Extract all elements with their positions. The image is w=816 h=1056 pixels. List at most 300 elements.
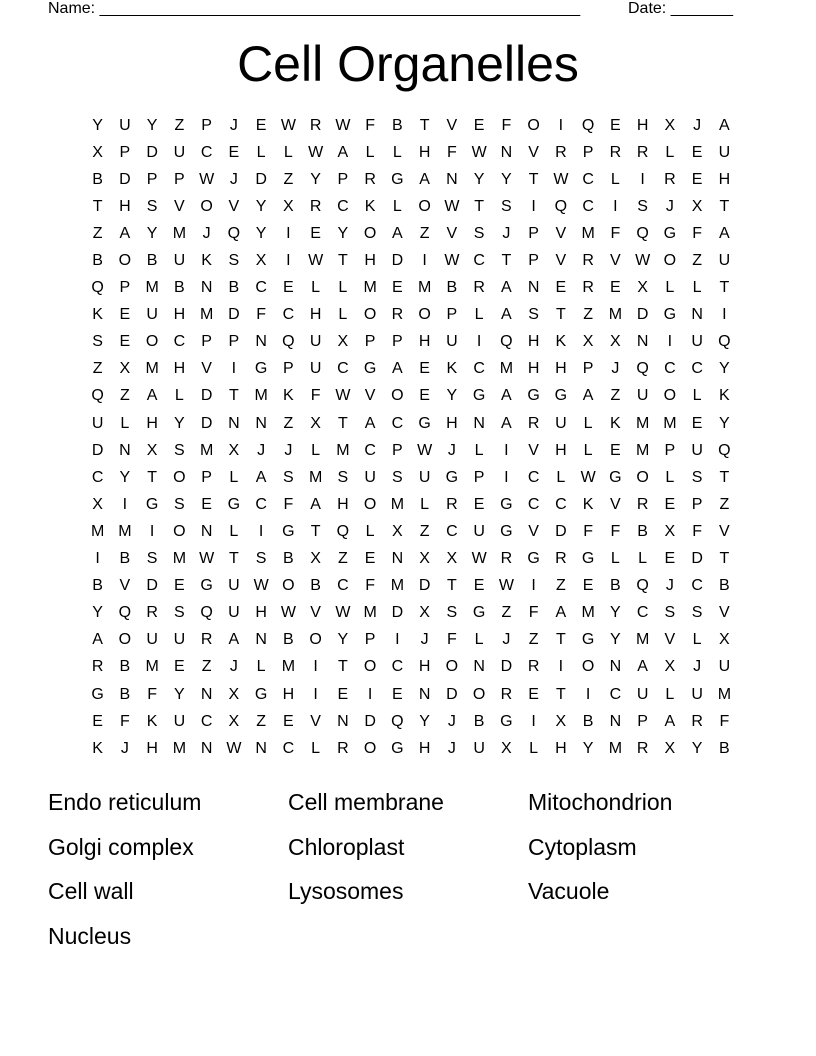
grid-letter: M: [581, 224, 595, 242]
word-list-item: Chloroplast: [288, 833, 405, 860]
grid-letter: L: [392, 143, 402, 161]
grid-letter: M: [90, 522, 105, 540]
grid-letter: X: [637, 279, 648, 297]
grid-letter: F: [119, 712, 130, 730]
grid-letter: A: [392, 360, 403, 378]
grid-letter: M: [608, 739, 623, 757]
grid-letter: I: [531, 577, 536, 595]
grid-letter: P: [283, 360, 294, 378]
grid-letter: C: [609, 685, 622, 703]
grid-row: [84, 275, 738, 302]
grid-letter: G: [363, 360, 377, 378]
grid-letter: I: [286, 224, 291, 242]
grid-row: [84, 708, 738, 735]
word-list-item: Cell membrane: [288, 789, 444, 815]
grid-letter: Y: [610, 604, 621, 622]
grid-letter: E: [228, 143, 240, 161]
grid-letter: T: [228, 550, 239, 568]
grid-letter: Z: [256, 712, 267, 730]
grid-letter: K: [446, 360, 458, 378]
grid-letter: A: [719, 224, 730, 242]
grid-letter: N: [200, 685, 213, 703]
grid-letter: L: [692, 631, 702, 649]
grid-letter: O: [118, 252, 132, 270]
grid-letter: L: [583, 441, 593, 459]
grid-letter: W: [580, 468, 596, 486]
grid-letter: T: [419, 116, 430, 134]
grid-letter: E: [419, 360, 430, 378]
grid-letter: Y: [92, 116, 103, 134]
grid-letter: U: [555, 414, 567, 432]
grid-letter: M: [172, 739, 187, 757]
grid-letter: M: [635, 631, 650, 649]
grid-letter: G: [500, 522, 513, 540]
grid-letter: C: [173, 333, 186, 351]
grid-letter: H: [337, 495, 349, 513]
word-list-item: Nucleus: [48, 922, 132, 949]
grid-letter: W: [335, 387, 351, 405]
grid-letter: C: [91, 468, 104, 486]
grid-letter: E: [610, 116, 621, 134]
grid-letter: F: [310, 387, 321, 405]
grid-letter: R: [146, 604, 158, 622]
grid-letter: X: [664, 116, 676, 134]
grid-letter: P: [146, 170, 158, 188]
grid-letter: M: [363, 279, 377, 297]
grid-letter: G: [609, 468, 622, 486]
grid-letter: X: [146, 441, 158, 459]
grid-letter: A: [419, 170, 430, 188]
grid-letter: L: [420, 495, 430, 513]
grid-letter: V: [610, 495, 621, 513]
grid-letter: T: [719, 279, 730, 297]
grid-letter: G: [145, 495, 159, 513]
grid-letter: L: [583, 414, 593, 432]
grid-letter: U: [718, 143, 731, 161]
grid-letter: B: [610, 577, 621, 595]
grid-letter: B: [228, 279, 240, 297]
grid-letter: D: [691, 550, 703, 568]
grid-row: [84, 600, 738, 627]
grid-letter: C: [555, 495, 567, 513]
grid-letter: Y: [310, 170, 321, 188]
grid-letter: X: [337, 333, 349, 351]
grid-letter: A: [719, 116, 730, 134]
grid-letter: H: [282, 685, 295, 703]
grid-letter: K: [364, 197, 376, 215]
grid-letter: O: [663, 387, 677, 405]
grid-letter: H: [146, 739, 158, 757]
grid-letter: L: [529, 739, 539, 757]
grid-letter: X: [228, 441, 240, 459]
grid-letter: B: [174, 279, 185, 297]
grid-letter: S: [255, 550, 267, 568]
grid-letter: E: [283, 279, 294, 297]
grid-letter: G: [500, 712, 513, 730]
grid-letter: X: [446, 550, 458, 568]
grid-letter: E: [283, 712, 294, 730]
grid-letter: H: [718, 170, 731, 188]
grid-letter: L: [256, 143, 266, 161]
grid-letter: G: [527, 387, 540, 405]
grid-letter: D: [446, 685, 458, 703]
grid-letter: U: [309, 333, 322, 351]
grid-letter: S: [228, 252, 240, 270]
grid-letter: M: [118, 522, 132, 540]
grid-letter: X: [92, 495, 103, 513]
grid-letter: Q: [391, 712, 404, 730]
grid-letter: U: [173, 712, 186, 730]
grid-letter: M: [581, 604, 595, 622]
grid-letter: I: [258, 522, 264, 540]
grid-letter: Q: [718, 441, 731, 459]
grid-letter: C: [582, 197, 594, 215]
grid-letter: H: [527, 360, 540, 378]
grid-letter: V: [528, 441, 539, 459]
grid-letter: V: [310, 604, 321, 622]
grid-letter: T: [228, 387, 239, 405]
grid-letter: N: [200, 279, 213, 297]
grid-letter: D: [200, 387, 213, 405]
grid-letter: E: [119, 333, 131, 351]
grid-letter: C: [582, 170, 594, 188]
grid-letter: O: [309, 631, 322, 649]
grid-letter: V: [446, 224, 458, 242]
grid-letter: G: [282, 522, 295, 540]
grid-letter: H: [173, 360, 186, 378]
grid-letter: H: [418, 739, 431, 757]
grid-letter: W: [308, 252, 324, 270]
grid-letter: G: [663, 306, 677, 324]
grid-letter: E: [664, 495, 676, 513]
grid-letter: X: [228, 685, 240, 703]
grid-letter: J: [229, 116, 238, 134]
grid-row: [84, 464, 738, 491]
grid-row: [84, 681, 738, 708]
grid-letter: L: [229, 522, 239, 540]
grid-letter: N: [255, 333, 267, 351]
grid-letter: P: [201, 116, 212, 134]
grid-letter: K: [610, 414, 621, 432]
grid-letter: Y: [174, 414, 185, 432]
grid-letter: V: [310, 712, 321, 730]
grid-letter: I: [722, 306, 727, 324]
grid-row: [84, 302, 738, 329]
grid-letter: N: [691, 306, 703, 324]
grid-letter: T: [528, 170, 539, 188]
grid-letter: H: [364, 252, 376, 270]
grid-letter: Y: [719, 414, 730, 432]
grid-letter: A: [664, 712, 676, 730]
grid-letter: Z: [337, 550, 348, 568]
word-list-item: Cell wall: [48, 878, 134, 904]
grid-letter: C: [473, 252, 485, 270]
grid-letter: O: [118, 631, 132, 649]
grid-letter: D: [391, 252, 404, 270]
grid-letter: J: [120, 739, 129, 757]
name-field[interactable]: Name: ______________________________________________________: [48, 0, 581, 17]
grid-letter: Y: [501, 170, 512, 188]
grid-letter: E: [201, 495, 212, 513]
grid-letter: J: [420, 631, 429, 649]
grid-letter: R: [527, 414, 540, 432]
grid-letter: U: [473, 522, 485, 540]
grid-letter: O: [363, 495, 377, 513]
grid-letter: M: [199, 306, 214, 324]
grid-letter: A: [501, 279, 512, 297]
date-field[interactable]: Date: _______: [628, 0, 733, 17]
grid-letter: J: [611, 360, 620, 378]
grid-letter: R: [200, 631, 213, 649]
grid-letter: F: [365, 577, 376, 595]
grid-letter: Q: [282, 333, 295, 351]
grid-letter: D: [555, 522, 567, 540]
grid-letter: E: [92, 712, 103, 730]
grid-row: [84, 546, 738, 573]
grid-letter: E: [174, 577, 185, 595]
grid-letter: P: [228, 333, 240, 351]
grid-letter: Y: [419, 712, 430, 730]
grid-letter: V: [201, 360, 212, 378]
grid-letter: T: [337, 252, 348, 270]
grid-letter: Z: [92, 360, 103, 378]
grid-letter: B: [719, 577, 730, 595]
grid-letter: B: [283, 550, 294, 568]
grid-letter: O: [173, 468, 186, 486]
grid-letter: X: [92, 143, 103, 161]
grid-letter: D: [146, 143, 158, 161]
grid-letter: P: [582, 360, 594, 378]
grid-row: [84, 166, 738, 193]
grid-letter: C: [473, 360, 485, 378]
grid-letter: E: [473, 116, 485, 134]
grid-letter: S: [664, 604, 676, 622]
grid-letter: X: [664, 522, 676, 540]
grid-letter: Q: [118, 604, 132, 622]
grid-letter: H: [255, 604, 267, 622]
grid-letter: X: [582, 333, 594, 351]
grid-letter: S: [337, 468, 349, 486]
grid-letter: D: [119, 170, 131, 188]
grid-letter: E: [473, 577, 485, 595]
grid-letter: S: [446, 604, 458, 622]
grid-letter: M: [417, 279, 432, 297]
grid-letter: D: [636, 306, 649, 324]
grid-letter: L: [665, 143, 675, 161]
grid-letter: W: [635, 252, 651, 270]
grid-row: [84, 112, 738, 139]
grid-letter: M: [199, 441, 214, 459]
grid-letter: X: [664, 739, 676, 757]
grid-letter: A: [255, 468, 267, 486]
grid-letter: V: [664, 631, 676, 649]
grid-letter: G: [445, 468, 459, 486]
grid-letter: F: [692, 224, 703, 242]
grid-letter: W: [471, 550, 487, 568]
word-list: [48, 780, 768, 958]
grid-letter: G: [227, 495, 241, 513]
grid-row: [84, 220, 738, 247]
grid-letter: V: [528, 143, 539, 161]
grid-letter: L: [229, 468, 239, 486]
grid-letter: W: [335, 116, 351, 134]
grid-letter: N: [228, 414, 240, 432]
grid-letter: H: [555, 739, 567, 757]
grid-letter: S: [691, 468, 703, 486]
grid-letter: K: [146, 712, 158, 730]
grid-letter: R: [391, 306, 404, 324]
grid-row: [84, 573, 738, 600]
grid-letter: U: [309, 360, 322, 378]
grid-letter: Q: [718, 333, 731, 351]
grid-letter: O: [418, 197, 431, 215]
grid-letter: U: [691, 333, 703, 351]
grid-letter: U: [119, 116, 131, 134]
grid-letter: A: [501, 387, 512, 405]
grid-row: [84, 356, 738, 383]
grid-letter: O: [173, 522, 186, 540]
grid-row: [84, 654, 738, 681]
grid-letter: U: [418, 468, 431, 486]
grid-row: [84, 247, 738, 274]
grid-letter: X: [228, 712, 240, 730]
grid-letter: B: [119, 685, 131, 703]
grid-letter: R: [555, 550, 567, 568]
grid-letter: D: [228, 306, 240, 324]
grid-letter: I: [395, 631, 400, 649]
grid-letter: O: [282, 577, 295, 595]
grid-letter: Y: [92, 604, 103, 622]
grid-letter: L: [311, 441, 321, 459]
grid-letter: D: [200, 414, 213, 432]
grid-letter: B: [283, 631, 294, 649]
grid-letter: D: [391, 604, 404, 622]
grid-letter: C: [446, 522, 458, 540]
grid-letter: N: [527, 279, 540, 297]
grid-row: [84, 193, 738, 220]
grid-letter: P: [528, 224, 539, 242]
grid-letter: I: [122, 495, 128, 513]
grid-letter: Z: [283, 170, 294, 188]
grid-letter: Z: [528, 631, 539, 649]
grid-letter: G: [500, 495, 513, 513]
grid-letter: G: [581, 550, 595, 568]
grid-letter: P: [364, 631, 376, 649]
grid-letter: H: [309, 306, 322, 324]
grid-letter: Z: [692, 252, 703, 270]
grid-letter: L: [474, 441, 484, 459]
grid-letter: L: [692, 387, 702, 405]
grid-letter: S: [283, 468, 294, 486]
grid-letter: Z: [419, 522, 430, 540]
header-fields: [48, 0, 733, 18]
grid-letter: I: [231, 360, 237, 378]
grid-letter: Y: [719, 360, 730, 378]
grid-letter: G: [663, 224, 677, 242]
grid-letter: N: [473, 658, 485, 676]
grid-letter: J: [202, 224, 211, 242]
grid-letter: W: [226, 739, 242, 757]
word-list-item: Lysosomes: [288, 878, 404, 904]
grid-letter: H: [446, 414, 458, 432]
grid-letter: A: [228, 631, 240, 649]
grid-letter: Y: [255, 224, 267, 242]
grid-letter: H: [119, 197, 131, 215]
grid-letter: V: [528, 522, 539, 540]
grid-letter: T: [555, 306, 566, 324]
grid-letter: F: [256, 306, 267, 324]
grid-letter: B: [719, 739, 730, 757]
grid-letter: K: [92, 306, 103, 324]
grid-letter: P: [174, 170, 185, 188]
grid-letter: S: [92, 333, 103, 351]
grid-letter: I: [367, 685, 373, 703]
grid-letter: T: [310, 522, 321, 540]
grid-letter: B: [446, 279, 458, 297]
grid-letter: U: [691, 685, 703, 703]
grid-letter: M: [717, 685, 732, 703]
grid-letter: X: [610, 333, 621, 351]
grid-letter: C: [255, 495, 267, 513]
grid-letter: X: [555, 712, 567, 730]
grid-letter: Q: [336, 522, 350, 540]
grid-letter: A: [146, 387, 158, 405]
grid-letter: T: [719, 197, 730, 215]
grid-letter: M: [635, 441, 650, 459]
grid-letter: M: [635, 414, 650, 432]
grid-letter: A: [555, 604, 567, 622]
grid-letter: P: [392, 333, 403, 351]
grid-letter: N: [200, 522, 213, 540]
grid-letter: V: [719, 522, 730, 540]
grid-letter: V: [719, 604, 730, 622]
grid-letter: G: [581, 631, 595, 649]
grid-letter: G: [254, 685, 268, 703]
grid-letter: C: [282, 739, 295, 757]
grid-letter: J: [665, 577, 674, 595]
grid-letter: N: [446, 170, 458, 188]
grid-letter: J: [257, 441, 266, 459]
grid-letter: J: [447, 739, 456, 757]
grid-letter: E: [174, 658, 185, 676]
word-list-item: Mitochondrion: [528, 789, 673, 815]
grid-letter: I: [640, 170, 645, 188]
grid-letter: B: [146, 252, 158, 270]
grid-letter: T: [555, 631, 566, 649]
grid-letter: B: [92, 577, 103, 595]
grid-letter: E: [664, 550, 676, 568]
grid-letter: C: [200, 143, 213, 161]
grid-letter: H: [173, 306, 186, 324]
grid-letter: D: [255, 170, 267, 188]
grid-letter: E: [473, 495, 485, 513]
grid-letter: V: [446, 116, 458, 134]
grid-letter: I: [531, 712, 536, 730]
grid-letter: G: [200, 577, 213, 595]
grid-letter: J: [284, 441, 293, 459]
grid-letter: X: [119, 360, 131, 378]
grid-letter: H: [555, 360, 567, 378]
grid-letter: F: [610, 224, 621, 242]
grid-letter: J: [229, 658, 238, 676]
grid-letter: T: [555, 685, 566, 703]
grid-letter: P: [392, 441, 403, 459]
grid-letter: C: [337, 577, 349, 595]
grid-letter: U: [146, 306, 158, 324]
grid-letter: I: [149, 522, 155, 540]
grid-letter: I: [313, 685, 318, 703]
grid-letter: A: [119, 224, 131, 242]
